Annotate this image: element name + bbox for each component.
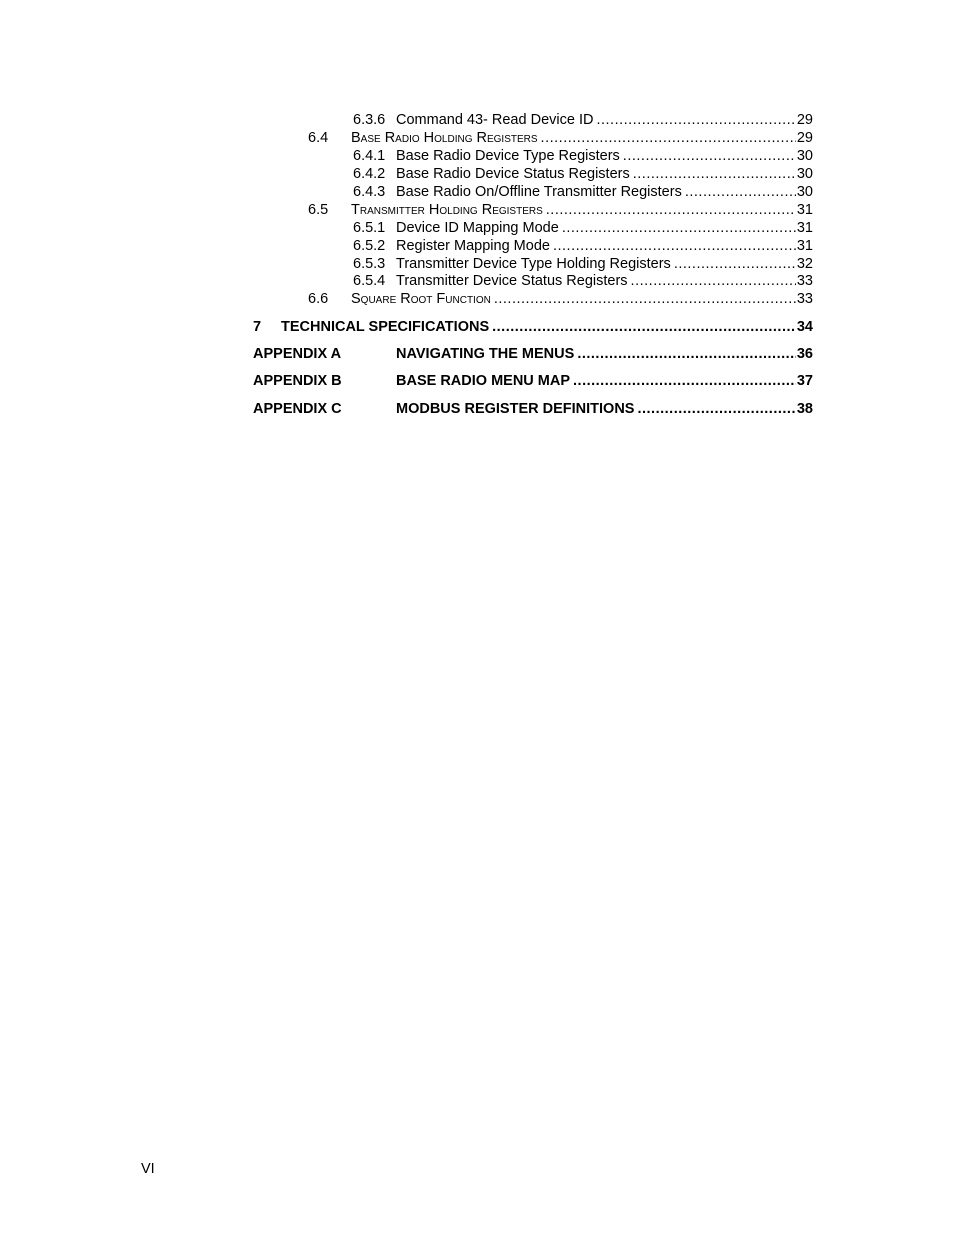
toc-leader-dots — [674, 256, 796, 272]
toc-entry-title: Base Radio On/Offline Transmitter Registers — [396, 184, 682, 200]
toc-entry-number: 6.5.2 — [353, 238, 386, 254]
toc-leader-dots — [633, 166, 796, 182]
toc-entry-page: 30 — [796, 184, 813, 200]
toc-entry-page: 38 — [796, 401, 813, 417]
toc-entry-number: 6.5.3 — [353, 256, 386, 272]
toc-leader-dots — [637, 401, 795, 417]
toc-entry-title: Transmitter Device Status Registers — [396, 273, 628, 289]
toc-entry-page: 30 — [796, 148, 813, 164]
toc-entry-page: 33 — [796, 273, 813, 289]
toc-entry-number: 6.4 — [308, 130, 329, 146]
toc-entry-page: 32 — [796, 256, 813, 272]
toc-entry-title: Base Radio Holding Registers — [351, 130, 538, 146]
toc-entry-title: Base Radio Device Type Registers — [396, 148, 620, 164]
toc-entry[interactable] — [353, 220, 813, 236]
toc-entry-page: 30 — [796, 166, 813, 182]
toc-entry-page: 31 — [796, 220, 813, 236]
toc-leader-dots — [596, 112, 795, 128]
toc-leader-dots — [541, 130, 796, 146]
toc-leader-dots — [623, 148, 796, 164]
toc-entry-page: 31 — [796, 202, 813, 218]
toc-entry-title: Transmitter Device Type Holding Registers — [396, 256, 671, 272]
toc-entry-title: MODBUS REGISTER DEFINITIONS — [396, 401, 635, 417]
toc-entry-title: Transmitter Holding Registers — [351, 202, 543, 218]
toc-entry-title: NAVIGATING THE MENUS — [396, 346, 575, 362]
toc-entry-number: 6.5.4 — [353, 273, 386, 289]
toc-entry-number: 7 — [253, 319, 262, 335]
toc-entry[interactable] — [353, 148, 813, 164]
toc-entry-number: 6.4.3 — [353, 184, 386, 200]
toc-entry[interactable] — [308, 130, 813, 146]
toc-leader-dots — [492, 319, 796, 335]
toc-chapter[interactable] — [253, 319, 813, 335]
toc-appendix[interactable] — [253, 373, 813, 389]
toc-entry-number: 6.3.6 — [353, 112, 386, 128]
toc-appendix[interactable] — [253, 346, 813, 362]
toc-entry[interactable] — [308, 202, 813, 218]
toc-entry[interactable] — [353, 256, 813, 272]
toc-entry-title: TECHNICAL SPECIFICATIONS — [281, 319, 490, 335]
toc-entry[interactable] — [353, 273, 813, 289]
toc-entry-number: 6.4.1 — [353, 148, 386, 164]
toc-entry-page: 29 — [796, 130, 813, 146]
toc-entry[interactable] — [353, 112, 813, 128]
toc-leader-dots — [494, 291, 796, 307]
toc-entry[interactable] — [308, 291, 813, 307]
toc-entry-number: APPENDIX C — [253, 401, 342, 417]
toc-entry-title: Base Radio Device Status Registers — [396, 166, 630, 182]
toc-appendix[interactable] — [253, 401, 813, 417]
toc-leader-dots — [685, 184, 796, 200]
toc-leader-dots — [573, 373, 796, 389]
toc-entry-number: 6.4.2 — [353, 166, 386, 182]
toc-entry-page: 31 — [796, 238, 813, 254]
toc-entry-number: APPENDIX A — [253, 346, 342, 362]
toc-entry-page: 34 — [796, 319, 813, 335]
toc-entry-page: 36 — [796, 346, 813, 362]
toc-entry[interactable] — [353, 238, 813, 254]
toc-entry-number: 6.5.1 — [353, 220, 386, 236]
toc-leader-dots — [553, 238, 796, 254]
toc-entry-page: 33 — [796, 291, 813, 307]
toc-leader-dots — [577, 346, 796, 362]
toc-entry-page: 29 — [796, 112, 813, 128]
toc-entry-title: Command 43- Read Device ID — [396, 112, 594, 128]
toc-leader-dots — [546, 202, 796, 218]
toc-entry-title: Device ID Mapping Mode — [396, 220, 559, 236]
toc-entry[interactable] — [353, 184, 813, 200]
toc-entry-number: 6.6 — [308, 291, 329, 307]
toc-entry[interactable] — [353, 166, 813, 182]
toc-entry-title: BASE RADIO MENU MAP — [396, 373, 571, 389]
page-number: VI — [141, 1161, 155, 1177]
toc-entry-title: Register Mapping Mode — [396, 238, 550, 254]
toc-entry-page: 37 — [796, 373, 813, 389]
toc-leader-dots — [631, 273, 796, 289]
toc-entry-number: 6.5 — [308, 202, 329, 218]
toc-entry-title: Square Root Function — [351, 291, 491, 307]
toc-entry-number: APPENDIX B — [253, 373, 342, 389]
toc-leader-dots — [562, 220, 796, 236]
